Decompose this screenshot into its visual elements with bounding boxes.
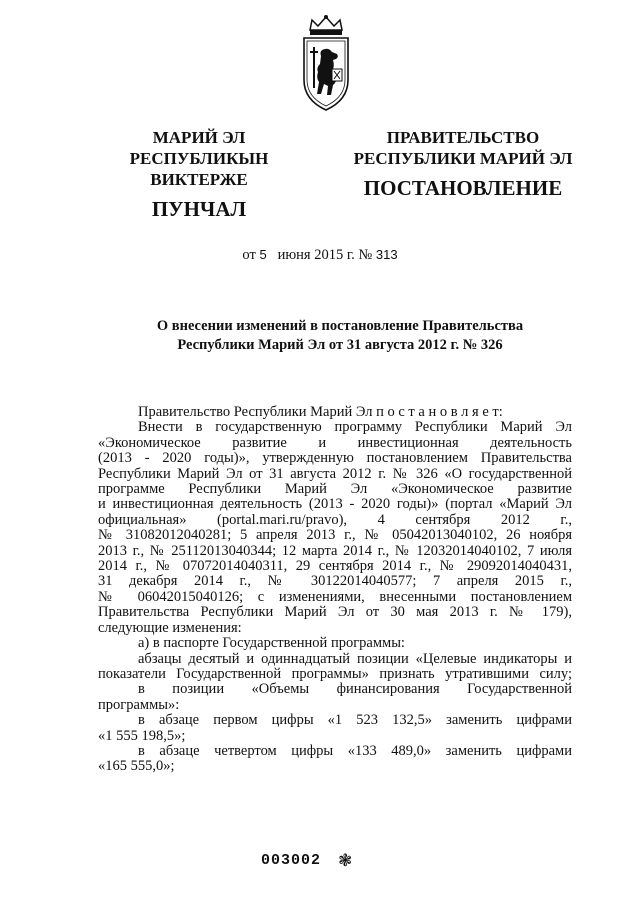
- document-subject: [60, 317, 620, 355]
- body-line: Внести в государственную программу Республики Марий Эл: [138, 419, 572, 436]
- body-line: «1 555 198,5»;: [98, 727, 186, 744]
- document-number: 313: [375, 247, 398, 262]
- body-line: официальная» (portal.mari.ru/pravo), 4 сентября 2012 г.,: [98, 511, 572, 528]
- body-line: а) в паспорте Государственной программы:: [138, 635, 405, 652]
- body-line: № 31082012040281; 5 апреля 2013 г., № 05042013040102, 26 ноября: [98, 527, 572, 544]
- body-line: Правительства Республики Марий Эл от 30 мая 2013 г. № 179),: [98, 604, 572, 621]
- body-line: программы»:: [98, 696, 180, 713]
- body-line: (2013 - 2020 годы)», утвержденную постановлением Правительства: [98, 450, 572, 467]
- document-date-line: [0, 247, 640, 264]
- subject-line-2: Республики Марий Эл от 31 августа 2012 г. № 326: [177, 337, 503, 353]
- body-line: № 06042015040126; с изменениями, внесенными постановлением: [98, 588, 572, 605]
- body-line: Республики Марий Эл от 31 августа 2012 г. № 326 «О государственной: [98, 465, 572, 482]
- body-line: в позиции «Объемы финансирования Государственной: [138, 681, 572, 698]
- body-line: 31 декабря 2014 г., № 30122014040577; 7 апреля 2015 г.,: [98, 573, 572, 590]
- header-right-line2: РЕСПУБЛИКИ МАРИЙ ЭЛ: [353, 149, 573, 168]
- body-line: «165 555,0»;: [98, 758, 175, 775]
- body-line: программе Республики Марий Эл «Экономическое развитие: [98, 481, 572, 498]
- header-right-block: [343, 127, 583, 199]
- subject-line-1: О внесении изменений в постановление Правительства: [156, 318, 524, 334]
- header-left-line1: МАРИЙ ЭЛ РЕСПУБЛИКЫН: [129, 128, 269, 168]
- header-left-line2: ВИКТЕРЖЕ: [150, 170, 248, 189]
- body-line: Правительство Республики Марий Эл п о с т а н о в л я е т:: [138, 404, 503, 420]
- body-line: следующие изменения:: [98, 619, 242, 636]
- header-left-title: ПУНЧАЛ: [151, 197, 247, 221]
- coat-of-arms-bear-icon: [298, 14, 354, 114]
- date-day: 5: [259, 247, 267, 262]
- body-line: абзацы десятый и одиннадцатый позиции «Целевые индикаторы и: [138, 650, 572, 667]
- document-body: [98, 405, 572, 775]
- coat-of-arms-emblem: [298, 14, 354, 114]
- body-line: в абзаце первом цифры «1 523 132,5» заменить цифрами: [138, 712, 572, 729]
- header-right-title: ПОСТАНОВЛЕНИЕ: [363, 176, 563, 200]
- date-prefix: от: [242, 247, 256, 263]
- form-serial-number: 003002: [261, 852, 322, 869]
- date-month-year: июня 2015 г. №: [277, 247, 373, 263]
- body-line: 2013 г., № 25112013040344; 12 марта 2014 г., № 12032014040102, 7 июля: [98, 542, 572, 559]
- header-left-block: [94, 127, 304, 220]
- header-right-line1: ПРАВИТЕЛЬСТВО: [386, 128, 540, 147]
- body-line: в абзаце четвертом цифры «133 489,0» заменить цифрами: [138, 742, 572, 759]
- body-line: показатели Государственной программы» признать утратившими силу;: [98, 665, 572, 682]
- body-line: 2014 г., № 07072014040311, 29 сентября 2014 г., № 29092014040431,: [98, 558, 572, 575]
- ornament-star-icon: ❃: [338, 851, 353, 871]
- body-line: «Экономическое развитие и инвестиционная деятельность: [98, 434, 572, 451]
- body-line: и инвестиционная деятельность (2013 - 2020 годы)» (портал «Марий Эл: [98, 496, 572, 513]
